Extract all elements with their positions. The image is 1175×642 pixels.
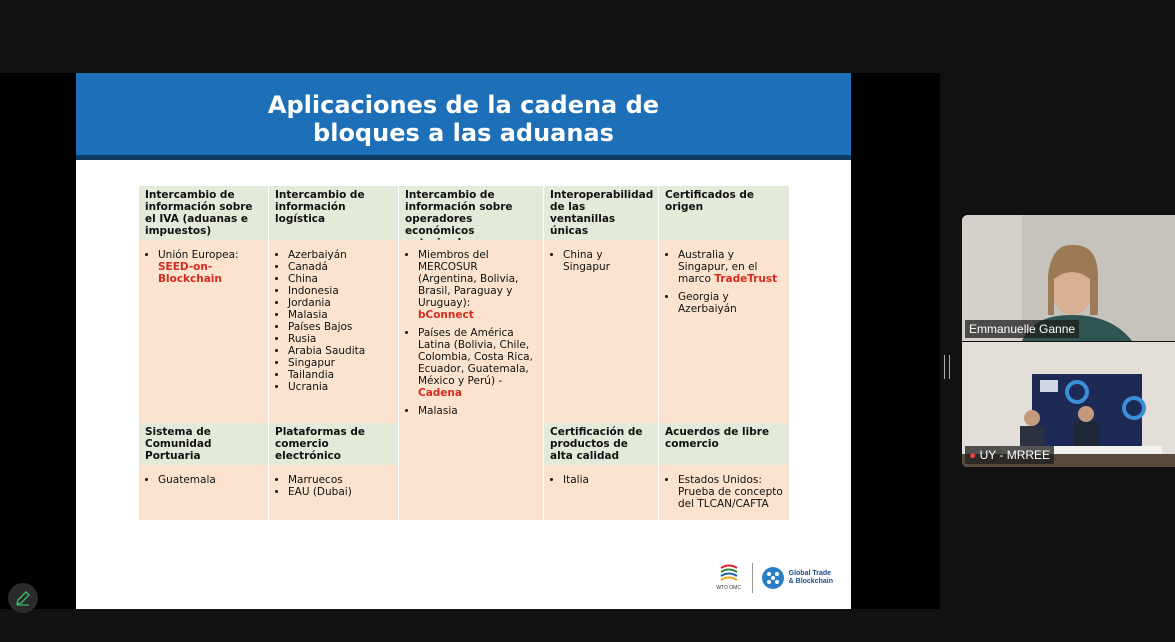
list-item: • Arabia Saudita [288,345,392,357]
list-item: • Malasia [418,405,537,417]
header-alta-calidad: Certificación de productos de alta calidad [544,423,659,465]
participant-name: UY - MRREE [979,448,1051,462]
global-trade-blockchain-icon [761,566,785,590]
list-item: • EAU (Dubai) [288,486,392,498]
header-portuaria: Sistema de Comunidad Portuaria [139,423,269,465]
list-item: • China y Singapur [563,249,652,273]
list-item: • Singapur [288,357,392,369]
list-item: • China [288,273,392,285]
list-item: • Unión Europea: SEED-on-Blockchain [158,249,262,285]
list-item: • Georgia y Azerbaiyán [678,291,783,315]
header-ventanillas: Interoperabilidad de las ventanillas únicas [544,186,659,240]
list-item: • Ucrania [288,381,392,393]
wto-logo-icon [718,562,740,584]
cell-certificados [659,240,789,423]
list-item: • Azerbaiyán [288,249,392,261]
cell-libre-comercio [659,465,789,520]
slide-title-line2: bloques a las aduanas [313,119,614,147]
cell-ventanillas [544,240,659,423]
list-item: • Indonesia [288,285,392,297]
list-item: • Canadá [288,261,392,273]
header-certificados: Certificados de origen [659,186,789,240]
wto-logo-text: WTO OMC [716,585,741,591]
header-logistica: Intercambio de información logística [269,186,399,240]
list-item: • Países de América Latina (Bolivia, Chile, Colombia, Costa Rica, Ecuador, Guatemala, México y Perú) - Cadena [418,327,537,399]
participant-video-tile[interactable] [962,215,1175,341]
list-item: • Tailandia [288,369,392,381]
list-item: • Australia y Singapur, en el marco TradeTrust [678,249,783,285]
annotate-button[interactable] [8,583,38,613]
participant-name-tag [965,446,1054,464]
list-item: • Marruecos [288,474,392,486]
header-libre-comercio: Acuerdos de libre comercio [659,423,789,465]
gtb-logo-text: Global Trade & Blockchain [788,570,833,585]
banner-underline [76,155,851,160]
list-item: • Estados Unidos: Prueba de concepto del TLCAN/CAFTA [678,474,783,510]
list-item: • Italia [563,474,652,486]
slide-title-line1: Aplicaciones de la cadena de [267,91,660,119]
list-item: • Guatemala [158,474,262,486]
header-iva: Intercambio de información sobre el IVA (aduanas e impuestos) [139,186,269,240]
pencil-icon [15,590,31,606]
mic-muted-icon: ● [969,448,977,462]
cell-logistica [269,240,399,423]
cell-portuaria [139,465,269,520]
cell-alta-calidad [544,465,659,520]
cell-iva [139,240,269,423]
list-item: • Países Bajos [288,321,392,333]
header-comercio-electronico: Plataformas de comercio electrónico [269,423,399,465]
logo-divider [752,563,753,593]
header-operadores: Intercambio de información sobre operadores económicos [399,186,544,240]
list-item: • Malasia [288,309,392,321]
slide-logos [714,561,833,595]
list-item: • Miembros del MERCOSUR (Argentina, Bolivia, Brasil, Paraguay y Uruguay): bConnect [418,249,537,321]
participant-name: Emmanuelle Ganne [965,320,1079,338]
list-item: • Jordania [288,297,392,309]
list-item: • Rusia [288,333,392,345]
wto-logo [714,562,744,594]
cell-operadores [399,240,544,520]
presentation-slide [76,73,851,609]
panel-resize-handle[interactable] [944,355,950,379]
slide-title [76,91,851,147]
cell-comercio-electronico [269,465,399,520]
participant-video-tile[interactable] [962,342,1175,467]
